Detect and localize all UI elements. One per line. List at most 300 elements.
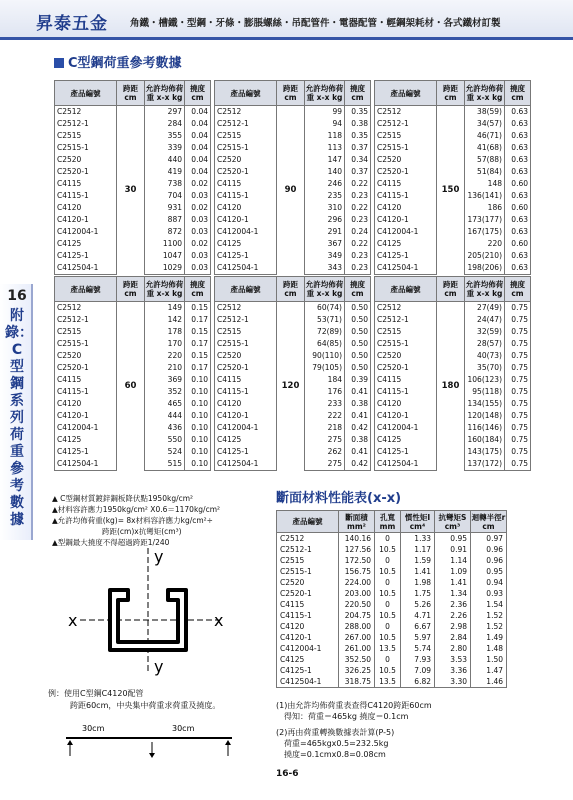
table-row xyxy=(277,676,507,688)
load-cell: 79(105) xyxy=(305,362,345,374)
property-value-cell: 0.94 xyxy=(471,577,507,588)
deflection-cell: 0.75 xyxy=(505,446,531,458)
deflection-cell: 0.22 xyxy=(345,178,371,190)
property-value-cell: 3.30 xyxy=(435,676,471,688)
deflection-cell: 0.75 xyxy=(505,350,531,362)
property-value-cell: 0.91 xyxy=(435,544,471,555)
product-code-cell: C4120 xyxy=(277,621,339,632)
product-code-cell: C4120 xyxy=(55,202,117,214)
header-tagline: 角鐵・槽鐵・型鋼・牙條・膨脹螺絲・吊配管件・電器配管・輕鋼架耗材・各式鐵材訂製 xyxy=(130,18,501,29)
deflection-cell: 0.03 xyxy=(185,214,211,226)
load-cell: 205(210) xyxy=(465,250,505,262)
deflection-cell: 0.63 xyxy=(505,118,531,130)
load-cell: 95(118) xyxy=(465,386,505,398)
load-cell: 149 xyxy=(145,302,185,315)
product-code-cell: C4120-1 xyxy=(55,410,117,422)
product-code-cell: C4120 xyxy=(215,202,277,214)
property-value-cell: 267.00 xyxy=(339,632,375,643)
column-header: 跨距 cm xyxy=(117,81,145,106)
load-cell: 343 xyxy=(305,262,345,275)
product-code-cell: C412504-1 xyxy=(215,262,277,275)
notes-block xyxy=(52,493,272,548)
deflection-cell: 0.10 xyxy=(185,398,211,410)
table-row xyxy=(277,566,507,577)
deflection-cell: 0.15 xyxy=(185,326,211,338)
property-value-cell: 1.98 xyxy=(401,577,435,588)
load-cell: 262 xyxy=(305,446,345,458)
deflection-cell: 0.37 xyxy=(345,142,371,154)
load-cell: 60(74) xyxy=(305,302,345,315)
load-cell: 167(175) xyxy=(465,226,505,238)
deflection-cell: 0.63 xyxy=(505,106,531,119)
deflection-cell: 0.35 xyxy=(345,130,371,142)
property-value-cell: 1.46 xyxy=(471,676,507,688)
property-value-cell: 261.00 xyxy=(339,643,375,654)
product-code-cell: C4125 xyxy=(215,238,277,250)
property-value-cell: 5.97 xyxy=(401,632,435,643)
product-code-cell: C412004-1 xyxy=(375,422,437,434)
product-code-cell: C412004-1 xyxy=(375,226,437,238)
product-code-cell: C412504-1 xyxy=(375,458,437,471)
product-code-cell: C4125-1 xyxy=(55,250,117,262)
table-row xyxy=(215,302,371,315)
product-code-cell: C412004-1 xyxy=(215,422,277,434)
product-code-cell: C2512-1 xyxy=(55,314,117,326)
deflection-cell: 0.60 xyxy=(505,238,531,250)
load-cell: 222 xyxy=(305,410,345,422)
x-axis-label-right: x xyxy=(214,611,224,630)
load-cell: 178 xyxy=(145,326,185,338)
calc-line: (1)由允許均佈荷重表查得C4120跨距60cm xyxy=(276,701,432,710)
page-number: 16-6 xyxy=(276,769,299,779)
property-value-cell: 1.50 xyxy=(471,654,507,665)
load-cell: 349 xyxy=(305,250,345,262)
load-cell: 90(110) xyxy=(305,350,345,362)
product-code-cell: C2512 xyxy=(55,106,117,119)
section-properties-table xyxy=(276,510,507,688)
table-header-row xyxy=(55,81,211,106)
deflection-cell: 0.60 xyxy=(505,178,531,190)
load-cell: 284 xyxy=(145,118,185,130)
beam-left-span-label: 30cm xyxy=(82,724,105,733)
product-code-cell: C4120 xyxy=(375,202,437,214)
property-value-cell: 1.41 xyxy=(401,566,435,577)
load-cell: 118 xyxy=(305,130,345,142)
column-header: 跨距 cm xyxy=(277,277,305,302)
load-cell: 419 xyxy=(145,166,185,178)
column-header: 撓度 cm xyxy=(185,277,211,302)
load-cell: 116(146) xyxy=(465,422,505,434)
beam-right-span-label: 30cm xyxy=(172,724,195,733)
deflection-cell: 0.17 xyxy=(185,338,211,350)
product-code-cell: C412004-1 xyxy=(55,226,117,238)
product-code-cell: C4120-1 xyxy=(215,410,277,422)
table-row xyxy=(375,302,531,315)
property-value-cell: 10.5 xyxy=(375,665,401,676)
property-value-cell: 318.75 xyxy=(339,676,375,688)
product-code-cell: C2520 xyxy=(375,154,437,166)
property-value-cell: 0 xyxy=(375,599,401,610)
note-line: ▲材料容許應力1950kg/cm² X0.6＝1170kg/cm² xyxy=(52,505,221,514)
table-row xyxy=(375,106,531,119)
product-code-cell: C2520-1 xyxy=(277,588,339,599)
table-row xyxy=(277,544,507,555)
load-cell: 173(177) xyxy=(465,214,505,226)
load-cell: 233 xyxy=(305,398,345,410)
product-code-cell: C2512 xyxy=(375,302,437,315)
deflection-cell: 0.63 xyxy=(505,166,531,178)
deflection-cell: 0.63 xyxy=(505,142,531,154)
load-cell: 170 xyxy=(145,338,185,350)
load-table xyxy=(214,276,371,471)
deflection-cell: 0.10 xyxy=(185,434,211,446)
load-cell: 57(88) xyxy=(465,154,505,166)
deflection-cell: 0.03 xyxy=(185,262,211,275)
property-value-cell: 0 xyxy=(375,621,401,632)
product-code-cell: C412504-1 xyxy=(375,262,437,275)
product-code-cell: C4125-1 xyxy=(375,250,437,262)
product-code-cell: C4125 xyxy=(375,238,437,250)
deflection-cell: 0.23 xyxy=(345,214,371,226)
load-cell: 32(59) xyxy=(465,326,505,338)
product-code-cell: C2512-1 xyxy=(375,314,437,326)
load-cell: 72(89) xyxy=(305,326,345,338)
deflection-cell: 0.38 xyxy=(345,434,371,446)
load-cell: 40(73) xyxy=(465,350,505,362)
product-code-cell: C4115 xyxy=(55,374,117,386)
load-cell: 887 xyxy=(145,214,185,226)
property-value-cell: 10.5 xyxy=(375,588,401,599)
load-cell: 275 xyxy=(305,434,345,446)
product-code-cell: C2520 xyxy=(215,154,277,166)
property-value-cell: 0 xyxy=(375,654,401,665)
property-value-cell: 10.5 xyxy=(375,632,401,643)
table-row xyxy=(277,588,507,599)
column-header: 允許均佈荷重 x-x kg xyxy=(305,277,345,302)
span-cell: 150 xyxy=(437,106,465,275)
property-value-cell: 10.5 xyxy=(375,610,401,621)
table-header-row xyxy=(375,81,531,106)
column-header: 產品編號 xyxy=(277,511,339,533)
deflection-cell: 0.04 xyxy=(185,106,211,119)
column-header: 斷面積 mm² xyxy=(339,511,375,533)
column-header: 撓度 cm xyxy=(345,81,371,106)
property-value-cell: 224.00 xyxy=(339,577,375,588)
product-code-cell: C2515-1 xyxy=(215,338,277,350)
column-header: 迴轉半徑r cm xyxy=(471,512,506,531)
load-cell: 738 xyxy=(145,178,185,190)
property-value-cell: 156.75 xyxy=(339,566,375,577)
product-code-cell: C2515-1 xyxy=(375,142,437,154)
deflection-cell: 0.24 xyxy=(345,226,371,238)
table-header-row xyxy=(277,511,507,533)
product-code-cell: C4115 xyxy=(215,374,277,386)
property-value-cell: 220.50 xyxy=(339,599,375,610)
product-code-cell: C2515-1 xyxy=(215,142,277,154)
property-value-cell: 6.67 xyxy=(401,621,435,632)
load-cell: 35(70) xyxy=(465,362,505,374)
brand-name: 昇泰五金 xyxy=(36,14,108,34)
deflection-cell: 0.10 xyxy=(185,458,211,471)
deflection-cell: 0.50 xyxy=(345,326,371,338)
load-cell: 38(59) xyxy=(465,106,505,119)
property-value-cell: 0.96 xyxy=(471,555,507,566)
product-code-cell: C412504-1 xyxy=(215,458,277,471)
product-code-cell: C4120 xyxy=(375,398,437,410)
load-cell: 46(71) xyxy=(465,130,505,142)
load-cell: 28(57) xyxy=(465,338,505,350)
calc-line: 荷重=465kgx0.5=232.5kg xyxy=(276,739,389,748)
deflection-cell: 0.10 xyxy=(185,422,211,434)
column-header: 跨距 cm xyxy=(277,81,305,106)
product-code-cell: C2515 xyxy=(375,326,437,338)
load-cell: 186 xyxy=(465,202,505,214)
deflection-cell: 0.75 xyxy=(505,374,531,386)
table-row xyxy=(277,555,507,566)
table-header-row xyxy=(215,81,371,106)
load-cell: 515 xyxy=(145,458,185,471)
product-code-cell: C2515-1 xyxy=(375,338,437,350)
load-cell: 275 xyxy=(305,458,345,471)
calc-line: 撓度=0.1cmx0.8=0.08cm xyxy=(276,750,386,759)
note-line: 跨距(cm)x抗彎矩(cm³) xyxy=(102,527,182,536)
product-code-cell: C2515-1 xyxy=(55,142,117,154)
property-value-cell: 2.98 xyxy=(435,621,471,632)
example-line-2: 跨距60cm，中央集中荷重求荷重及撓度。 xyxy=(70,701,221,710)
product-code-cell: C2512 xyxy=(277,533,339,545)
load-cell: 1029 xyxy=(145,262,185,275)
load-table xyxy=(214,80,371,275)
deflection-cell: 0.10 xyxy=(185,374,211,386)
load-cell: 444 xyxy=(145,410,185,422)
load-cell: 369 xyxy=(145,374,185,386)
load-cell: 355 xyxy=(145,130,185,142)
product-code-cell: C2515 xyxy=(55,130,117,142)
deflection-cell: 0.22 xyxy=(345,202,371,214)
product-code-cell: C2512 xyxy=(215,302,277,315)
span-cell: 120 xyxy=(277,302,305,471)
property-value-cell: 288.00 xyxy=(339,621,375,632)
span-cell: 180 xyxy=(437,302,465,471)
table-row xyxy=(55,106,211,119)
load-table xyxy=(374,276,531,471)
product-code-cell: C4125 xyxy=(55,434,117,446)
property-value-cell: 13.5 xyxy=(375,643,401,654)
deflection-cell: 0.75 xyxy=(505,326,531,338)
load-cell: 339 xyxy=(145,142,185,154)
property-value-cell: 10.5 xyxy=(375,544,401,555)
property-value-cell: 2.36 xyxy=(435,599,471,610)
side-tab-label: 附錄：C型鋼系列荷重參考數據 xyxy=(5,308,33,528)
section-title: C型鋼荷重參考數據 xyxy=(54,52,182,71)
product-code-cell: C2520-1 xyxy=(215,166,277,178)
load-cell: 246 xyxy=(305,178,345,190)
deflection-cell: 0.17 xyxy=(185,314,211,326)
deflection-cell: 0.37 xyxy=(345,166,371,178)
load-cell: 367 xyxy=(305,238,345,250)
beam-diagram xyxy=(60,722,260,762)
load-cell: 24(47) xyxy=(465,314,505,326)
calc-line: 得知：荷重＝465kg 撓度＝0.1cm xyxy=(276,712,409,721)
column-header: 產品編號 xyxy=(375,277,437,302)
column-header: 產品編號 xyxy=(55,81,117,106)
product-code-cell: C412504-1 xyxy=(55,458,117,471)
deflection-cell: 0.10 xyxy=(185,386,211,398)
calc-line: (2)再由荷重轉換數據表計算(P-5) xyxy=(276,728,395,737)
calculation-block xyxy=(276,700,432,760)
product-code-cell: C2520-1 xyxy=(375,166,437,178)
load-cell: 235 xyxy=(305,190,345,202)
product-code-cell: C4115-1 xyxy=(375,386,437,398)
product-code-cell: C4125-1 xyxy=(215,446,277,458)
product-code-cell: C412504-1 xyxy=(55,262,117,275)
deflection-cell: 0.03 xyxy=(185,190,211,202)
deflection-cell: 0.04 xyxy=(185,166,211,178)
property-value-cell: 3.36 xyxy=(435,665,471,676)
load-table xyxy=(54,276,211,471)
product-code-cell: C4115 xyxy=(215,178,277,190)
column-header: 撓度 cm xyxy=(505,277,531,302)
deflection-cell: 0.38 xyxy=(345,398,371,410)
product-code-cell: C4125 xyxy=(215,434,277,446)
deflection-cell: 0.63 xyxy=(505,190,531,202)
product-code-cell: C2520 xyxy=(375,350,437,362)
property-value-cell: 0.97 xyxy=(471,533,507,545)
product-code-cell: C2512 xyxy=(55,302,117,315)
load-cell: 465 xyxy=(145,398,185,410)
load-cell: 176 xyxy=(305,386,345,398)
page-header xyxy=(0,0,573,40)
deflection-cell: 0.23 xyxy=(345,250,371,262)
property-value-cell: 7.09 xyxy=(401,665,435,676)
example-line-1: 例：使用C型鋼C4120配管 xyxy=(48,689,144,698)
deflection-cell: 0.42 xyxy=(345,458,371,471)
product-code-cell: C4125 xyxy=(375,434,437,446)
product-code-cell: C2512-1 xyxy=(375,118,437,130)
load-cell: 64(85) xyxy=(305,338,345,350)
table-row xyxy=(277,610,507,621)
property-value-cell: 10.5 xyxy=(375,566,401,577)
deflection-cell: 0.17 xyxy=(185,362,211,374)
deflection-cell: 0.75 xyxy=(505,422,531,434)
load-cell: 310 xyxy=(305,202,345,214)
load-cell: 220 xyxy=(465,238,505,250)
table-row xyxy=(277,632,507,643)
product-code-cell: C2520 xyxy=(55,350,117,362)
load-cell: 160(184) xyxy=(465,434,505,446)
product-code-cell: C2515 xyxy=(55,326,117,338)
example-text xyxy=(48,688,220,712)
load-cell: 34(57) xyxy=(465,118,505,130)
product-code-cell: C412004-1 xyxy=(277,643,339,654)
span-cell: 90 xyxy=(277,106,305,275)
deflection-cell: 0.60 xyxy=(505,202,531,214)
table-row xyxy=(215,106,371,119)
property-value-cell: 6.82 xyxy=(401,676,435,688)
table-row xyxy=(277,643,507,654)
deflection-cell: 0.50 xyxy=(345,350,371,362)
x-axis-label-left: x xyxy=(68,611,78,630)
table-header-row xyxy=(375,277,531,302)
deflection-cell: 0.75 xyxy=(505,410,531,422)
product-code-cell: C4120-1 xyxy=(375,214,437,226)
load-cell: 184 xyxy=(305,374,345,386)
load-cell: 352 xyxy=(145,386,185,398)
product-code-cell: C4120-1 xyxy=(375,410,437,422)
column-header: 跨距 cm xyxy=(117,277,145,302)
side-tab-number: 16 xyxy=(7,288,27,304)
square-bullet-icon xyxy=(54,58,64,68)
load-cell: 931 xyxy=(145,202,185,214)
property-value-cell: 0.93 xyxy=(471,588,507,599)
load-cell: 143(175) xyxy=(465,446,505,458)
load-cell: 142 xyxy=(145,314,185,326)
deflection-cell: 0.75 xyxy=(505,398,531,410)
property-value-cell: 1.54 xyxy=(471,599,507,610)
deflection-cell: 0.15 xyxy=(185,350,211,362)
deflection-cell: 0.63 xyxy=(505,154,531,166)
load-cell: 148 xyxy=(465,178,505,190)
product-code-cell: C4125-1 xyxy=(55,446,117,458)
load-cell: 147 xyxy=(305,154,345,166)
column-header: 撓度 cm xyxy=(185,81,211,106)
deflection-cell: 0.04 xyxy=(185,142,211,154)
deflection-cell: 0.23 xyxy=(345,190,371,202)
deflection-cell: 0.02 xyxy=(185,178,211,190)
load-cell: 550 xyxy=(145,434,185,446)
column-header: 允許均佈荷重 x-x kg xyxy=(305,81,345,106)
y-axis-label-top: y xyxy=(154,547,164,566)
deflection-cell: 0.41 xyxy=(345,410,371,422)
property-value-cell: 352.50 xyxy=(339,654,375,665)
load-table xyxy=(374,80,531,275)
product-code-cell: C4115-1 xyxy=(55,190,117,202)
property-value-cell: 1.48 xyxy=(471,643,507,654)
property-value-cell: 7.93 xyxy=(401,654,435,665)
property-value-cell: 0 xyxy=(375,533,401,545)
load-cell: 291 xyxy=(305,226,345,238)
property-value-cell: 326.25 xyxy=(339,665,375,676)
property-value-cell: 1.49 xyxy=(471,632,507,643)
column-header: 允許均佈荷重 x-x kg xyxy=(145,277,185,302)
product-code-cell: C2512-1 xyxy=(215,118,277,130)
deflection-cell: 0.75 xyxy=(505,386,531,398)
product-code-cell: C2512 xyxy=(215,106,277,119)
product-code-cell: C4115-1 xyxy=(215,190,277,202)
property-value-cell: 13.5 xyxy=(375,676,401,688)
property-value-cell: 172.50 xyxy=(339,555,375,566)
property-value-cell: 5.26 xyxy=(401,599,435,610)
property-value-cell: 140.16 xyxy=(339,533,375,545)
deflection-cell: 0.63 xyxy=(505,214,531,226)
column-header: 撓度 cm xyxy=(505,81,531,106)
property-value-cell: 1.52 xyxy=(471,610,507,621)
product-code-cell: C2520 xyxy=(277,577,339,588)
property-value-cell: 1.41 xyxy=(435,577,471,588)
product-code-cell: C412004-1 xyxy=(215,226,277,238)
deflection-cell: 0.35 xyxy=(345,106,371,119)
product-code-cell: C4120-1 xyxy=(277,632,339,643)
deflection-cell: 0.75 xyxy=(505,314,531,326)
product-code-cell: C2520-1 xyxy=(55,362,117,374)
product-code-cell: C412504-1 xyxy=(277,676,339,688)
property-value-cell: 204.75 xyxy=(339,610,375,621)
product-code-cell: C4115-1 xyxy=(55,386,117,398)
load-cell: 440 xyxy=(145,154,185,166)
table-row xyxy=(277,665,507,676)
load-cell: 1100 xyxy=(145,238,185,250)
product-code-cell: C4115-1 xyxy=(277,610,339,621)
